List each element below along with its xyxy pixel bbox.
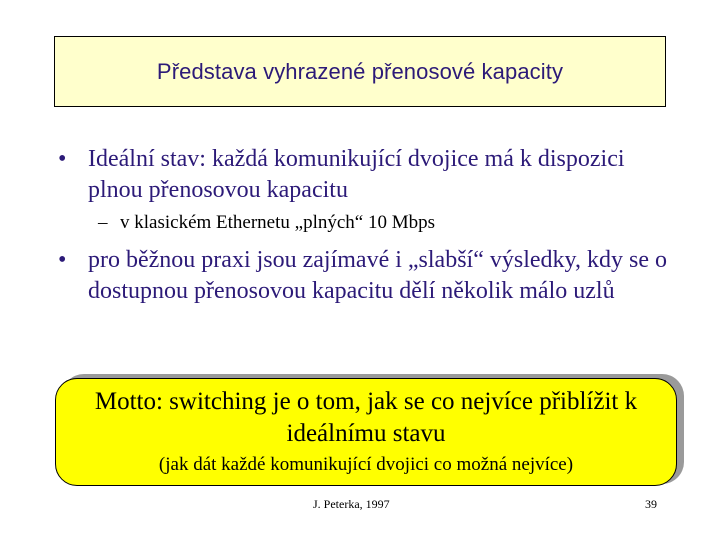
- motto-box: [55, 378, 677, 486]
- footer-author: J. Peterka, 1997: [313, 497, 390, 511]
- page-number: 39: [645, 497, 657, 511]
- sub-bullet-marker: –: [98, 212, 108, 233]
- bullet-marker: •: [58, 146, 67, 172]
- bullet-marker: •: [58, 247, 67, 273]
- slide-title: Představa vyhrazené přenosové kapacity: [156, 58, 564, 84]
- bullet-item: [58, 144, 678, 206]
- motto-sub-text: (jak dát každé komunikující dvojici co možná nejvíce): [158, 454, 574, 475]
- motto-main-text: Motto: switching je o tom, jak se co nejvíce přiblížit k ideálnímu stavu: [94, 388, 638, 447]
- bullet-list: [58, 144, 678, 307]
- slide-title-box: [54, 36, 666, 107]
- bullet-item: [58, 245, 678, 307]
- bullet-text: pro běžnou praxi jsou zajímavé i „slabší“ výsledky, kdy se o dostupnou přenosovou kapacitu dělí několik málo uzlů: [88, 247, 667, 304]
- sub-bullet-item: [58, 211, 678, 235]
- bullet-text: Ideální stav: každá komunikující dvojice má k dispozici plnou přenosovou kapacitu: [88, 146, 625, 203]
- sub-bullet-text: v klasickém Ethernetu „plných“ 10 Mbps: [120, 212, 436, 233]
